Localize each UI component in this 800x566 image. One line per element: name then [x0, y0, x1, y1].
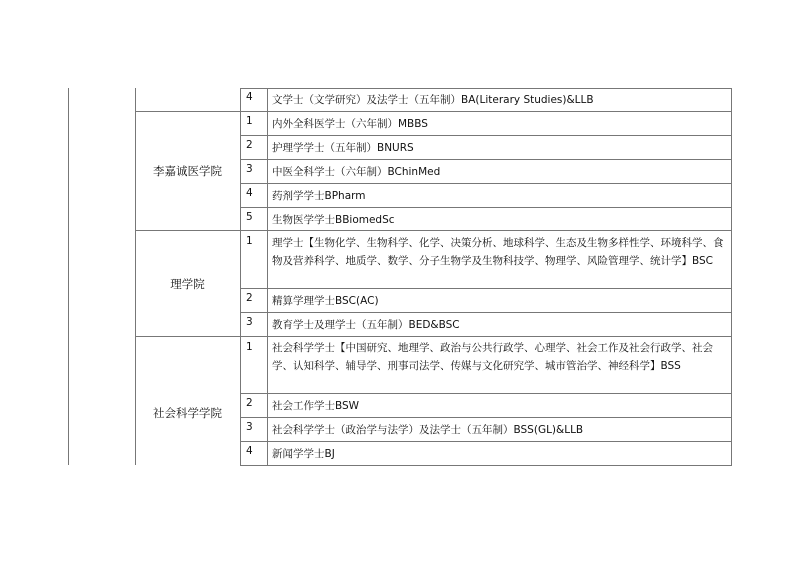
row-number: 4 — [246, 91, 253, 103]
row-divider — [240, 207, 732, 208]
row-divider — [240, 88, 732, 89]
row-divider — [240, 312, 732, 313]
program-name: 社会工作学士BSW — [272, 400, 360, 412]
program-name: 教育学士及理学士（五年制）BED&BSC — [272, 319, 460, 331]
program-name: 社会科学学士【中国研究、地理学、政治与公共行政学、心理学、社会工作及社会行政学、社会学、认知科学、辅导学、刑事司法学、传媒与文化研究学、城市管治学、神经科学】BSS — [272, 342, 713, 372]
outer-left-border — [68, 88, 69, 465]
row-number: 3 — [246, 421, 253, 433]
college-column-right-border — [240, 88, 241, 465]
row-number: 3 — [246, 163, 253, 175]
row-divider — [240, 441, 732, 442]
college-name: 社会科学学院 — [153, 406, 222, 420]
row-number: 1 — [246, 235, 253, 247]
college-name: 理学院 — [170, 277, 205, 291]
program-name: 药剂学学士BPharm — [272, 190, 366, 202]
table-right-border — [731, 88, 732, 466]
college-divider — [135, 336, 732, 337]
college-divider — [135, 111, 732, 112]
college-divider — [135, 230, 732, 231]
row-number: 3 — [246, 316, 253, 328]
row-divider — [240, 288, 732, 289]
row-number: 1 — [246, 115, 253, 127]
row-divider — [240, 393, 732, 394]
row-number: 4 — [246, 445, 253, 457]
program-name: 理学士【生物化学、生物科学、化学、决策分析、地球科学、生态及生物多样性学、环境科学、食物及营养科学、地质学、数学、分子生物学及生物科技学、物理学、风险管理学、统计学】BSC — [272, 237, 724, 267]
row-divider — [240, 159, 732, 160]
program-name: 社会科学学士（政治学与法学）及法学士（五年制）BSS(GL)&LLB — [272, 424, 584, 436]
college-name: 李嘉诚医学院 — [153, 164, 222, 178]
program-name: 精算学理学士BSC(AC) — [272, 295, 379, 307]
table-bottom-border — [240, 465, 732, 466]
program-name: 中医全科学士（六年制）BChinMed — [272, 166, 441, 178]
row-divider — [240, 417, 732, 418]
program-name: 护理学学士（五年制）BNURS — [272, 142, 414, 154]
program-name: 新闻学学士BJ — [272, 448, 335, 460]
row-number: 2 — [246, 139, 253, 151]
row-number: 2 — [246, 397, 253, 409]
number-column-right-border — [267, 88, 268, 465]
row-number: 5 — [246, 211, 253, 223]
program-name: 生物医学学士BBiomedSc — [272, 214, 395, 226]
row-number: 2 — [246, 292, 253, 304]
row-divider — [240, 135, 732, 136]
program-name: 内外全科医学士（六年制）MBBS — [272, 118, 428, 130]
row-number: 1 — [246, 341, 253, 353]
row-divider — [240, 183, 732, 184]
program-name: 文学士（文学研究）及法学士（五年制）BA(Literary Studies)&LLB — [272, 94, 594, 106]
row-number: 4 — [246, 187, 253, 199]
